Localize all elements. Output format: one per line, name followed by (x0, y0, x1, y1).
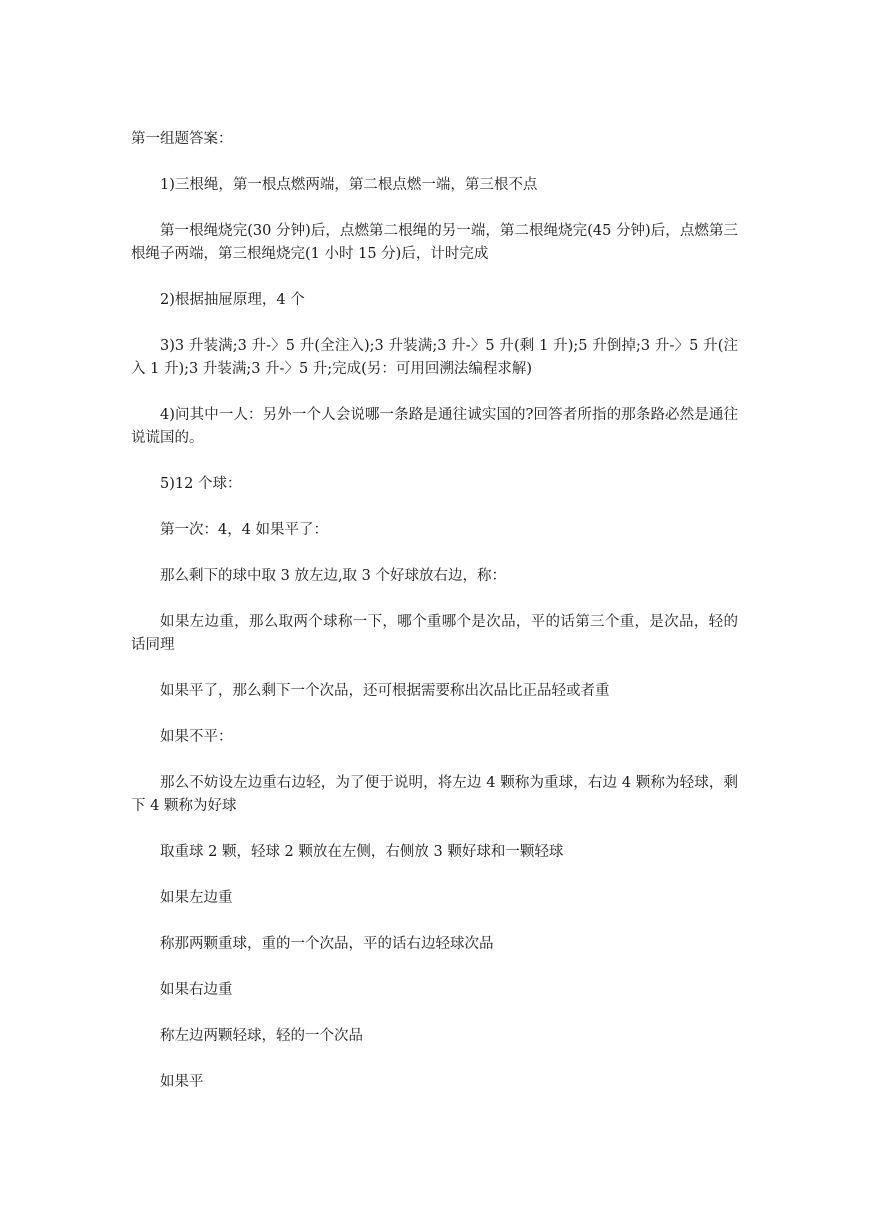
answer-5-step: 如果左边重，那么取两个球称一下，哪个重哪个是次品，平的话第三个重，是次品，轻的话同理 (131, 614, 738, 653)
answer-5-step: 如果平 (160, 1074, 204, 1090)
answer-1-detail: 第一根绳烧完(30 分钟)后，点燃第二根绳的另一端，第二根绳烧完(45 分钟)后，点燃第三根绳子两端，第三根绳烧完(1 小时 15 分)后，计时完成 (131, 223, 738, 262)
answer-5-step: 如果右边重 (160, 982, 233, 998)
document-page (131, 128, 738, 1117)
answer-2: 2)根据抽屉原理，4 个 (160, 292, 305, 308)
answer-5-step: 如果不平： (160, 729, 233, 745)
answer-5-step: 取重球 2 颗，轻球 2 颗放在左侧，右侧放 3 颗好球和一颗轻球 (160, 844, 564, 860)
answer-3: 3)3 升装满;3 升-〉5 升(全注入);3 升装满;3 升-〉5 升(剩 1 升);5 升倒掉;3 升-〉5 升(注入 1 升);3 升装满;3 升-〉5 升;完成(另：可用回溯法编程求解) (131, 338, 738, 377)
answer-5-step: 称左边两颗轻球，轻的一个次品 (160, 1028, 363, 1044)
section-heading: 第一组题答案： (131, 131, 233, 147)
answer-5-step: 第一次：4，4 如果平了： (160, 522, 329, 538)
answer-1: 1)三根绳，第一根点燃两端，第二根点燃一端，第三根不点 (160, 177, 538, 193)
answer-4: 4)问其中一人：另外一个人会说哪一条路是通往诚实国的?回答者所指的那条路必然是通往说谎国的。 (131, 407, 738, 446)
answer-5-step: 称那两颗重球，重的一个次品，平的话右边轻球次品 (160, 936, 494, 952)
answer-5-step: 如果平了，那么剩下一个次品，还可根据需要称出次品比正品轻或者重 (160, 683, 610, 699)
answer-5: 5)12 个球： (160, 476, 242, 492)
answer-5-step: 那么不妨设左边重右边轻，为了便于说明，将左边 4 颗称为重球，右边 4 颗称为轻球，剩下 4 颗称为好球 (131, 775, 738, 814)
answer-5-step: 那么剩下的球中取 3 放左边,取 3 个好球放右边，称： (160, 568, 506, 584)
answer-5-step: 如果左边重 (160, 890, 233, 906)
